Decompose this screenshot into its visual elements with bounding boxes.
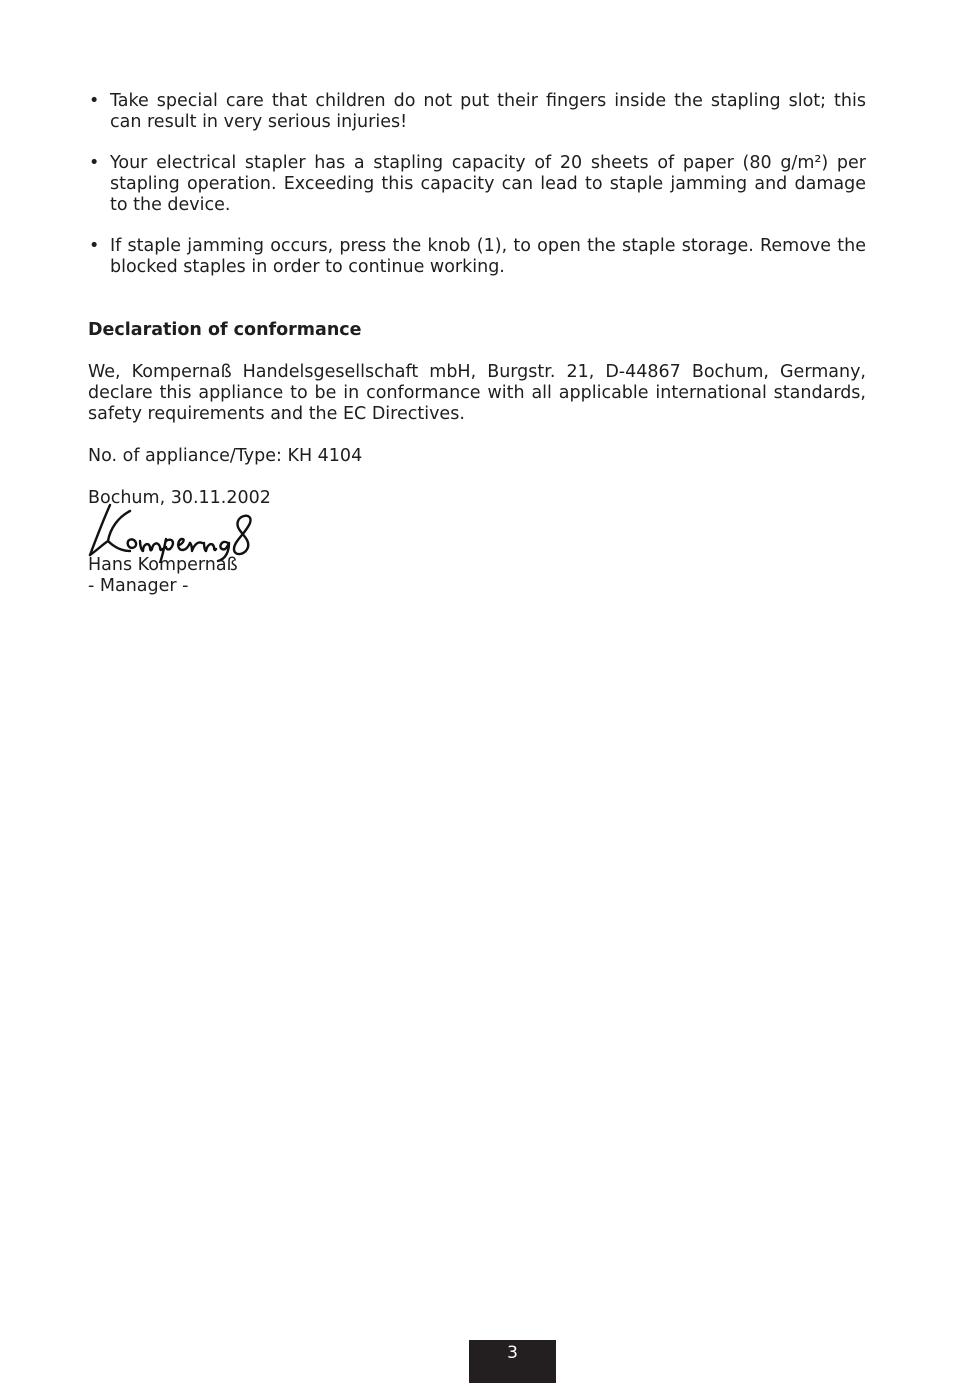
bullet-item	[88, 91, 866, 133]
bullet-item	[88, 236, 866, 278]
bullet-text: Take special care that children do not put their fingers inside the stapling slot; this can result in very serious injuries!	[110, 91, 866, 132]
handwritten-signature	[88, 501, 258, 563]
signer-name: Hans Kompernaß	[88, 555, 238, 575]
declaration-body: We, Kompernaß Handelsgesellschaft mbH, Burgstr. 21, D-44867 Bochum, Germany, declare this appliance to be in conformance with all applicable international standards, safety requirements and the EC Directives.	[88, 362, 866, 424]
bullet-text: Your electrical stapler has a stapling capacity of 20 sheets of paper (80 g/m²) per stapling operation. Exceeding this capacity can lead to staple jamming and damage to the device.	[110, 153, 866, 215]
bullet-text: If staple jamming occurs, press the knob (1), to open the staple storage. Remove the blocked staples in order to continue working.	[110, 236, 866, 277]
place-and-date: Bochum, 30.11.2002	[88, 488, 271, 508]
document-body	[88, 91, 866, 597]
page-number: 3	[469, 1340, 556, 1383]
appliance-type: No. of appliance/Type: KH 4104	[88, 446, 363, 466]
bullet-dot: •	[89, 236, 100, 256]
bullet-dot: •	[89, 153, 100, 173]
safety-bullet-list	[88, 91, 866, 278]
bullet-item	[88, 153, 866, 216]
signer-title: - Manager -	[88, 576, 189, 596]
declaration-heading: Declaration of conformance	[88, 320, 362, 340]
bullet-dot: •	[89, 91, 100, 111]
